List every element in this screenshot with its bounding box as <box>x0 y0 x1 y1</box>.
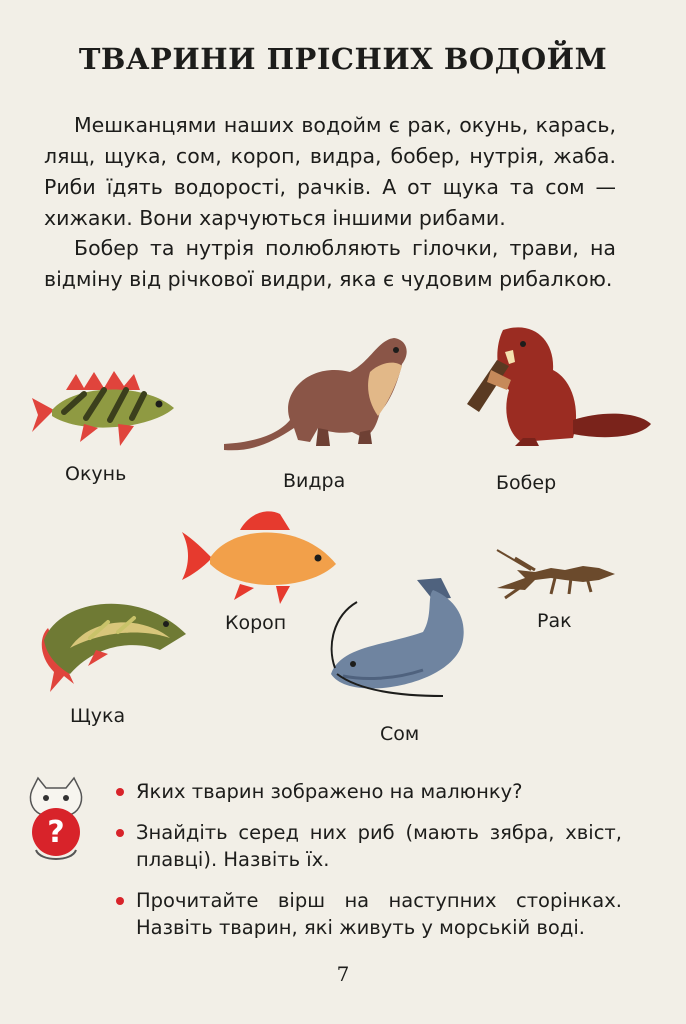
label-otter: Видра <box>283 470 346 492</box>
question-2: Знайдіть серед них риб (мають зябра, хвіст, плавці). Назвіть їх. <box>112 819 622 873</box>
page-number: 7 <box>336 962 350 986</box>
label-carp: Короп <box>225 612 287 634</box>
question-3: Прочитайте вірш на наступних сторінках. Назвіть тварин, які живуть у морській воді. <box>112 887 622 941</box>
label-perch: Окунь <box>65 463 127 485</box>
otter-illustration <box>220 332 412 458</box>
page-title: ТВАРИНИ ПРІСНИХ ВОДОЙМ <box>78 42 608 76</box>
cat-question-icon <box>26 776 86 864</box>
paragraph-1: Мешканцями наших водойм є рак, окунь, карась, лящ, щука, сом, короп, видра, бобер, нутрія, жаба. Риби їдять водорості, рачків. А от щука та сом — хижаки. Вони харчуються іншими рибами. <box>44 113 616 230</box>
catfish-illustration <box>323 576 473 702</box>
pike-illustration <box>30 588 190 692</box>
svg-text:?: ? <box>47 815 65 850</box>
label-beaver: Бобер <box>496 472 557 494</box>
carp-illustration <box>180 508 340 606</box>
label-catfish: Сом <box>380 723 420 745</box>
label-crayfish: Рак <box>537 610 572 632</box>
crayfish-illustration <box>495 548 617 600</box>
questions-list <box>112 778 622 955</box>
paragraph-2: Бобер та нутрія полюбляють гілочки, трави, на відміну від річкової видри, яка є чудовим рибалкою. <box>44 236 616 291</box>
question-1: Яких тварин зображено на малюнку? <box>112 778 622 805</box>
beaver-illustration <box>463 320 653 448</box>
label-pike: Щука <box>70 705 126 727</box>
perch-illustration <box>24 368 179 453</box>
